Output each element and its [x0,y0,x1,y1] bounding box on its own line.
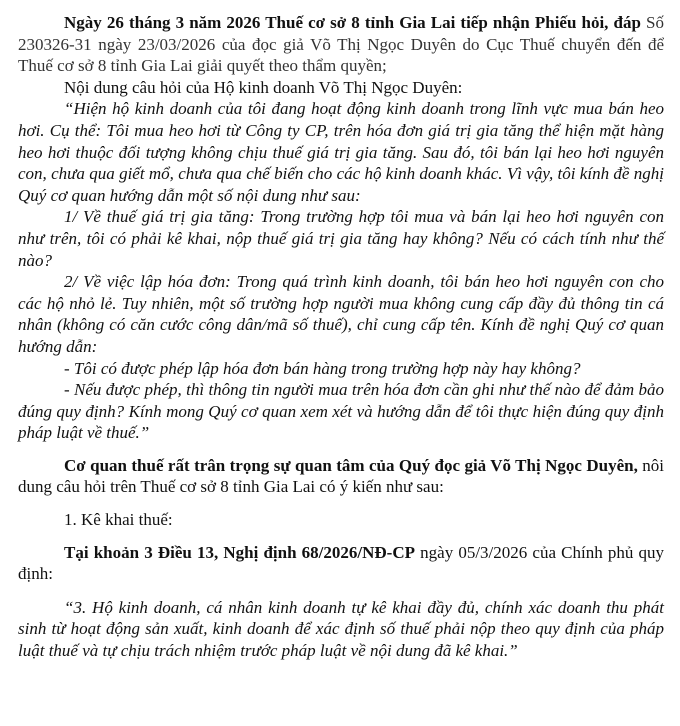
section-heading-1: 1. Kê khai thuế: [64,510,173,530]
answer-intro-text: nôi dung câu hỏi trên Thuế cơ sở 8 tỉnh Gia Lai có ý kiến như sau: [18,455,664,497]
legal-basis-bold: Tại khoản 3 Điều 13, Nghị định 68/2026/NĐ-CP [64,542,416,562]
question-paragraph-3: 2/ Về việc lập hóa đơn: Trong quá trình kinh doanh, tôi bán heo hơi nguyên con cho các hộ nhỏ lẻ. Tuy nhiên, một số trường hợp người mua không cung cấp đầy đủ thông tin cá nhân (không có căn cước công dân/mã số thuế), chỉ cung cấp tên. Kính đề nghị Quý cơ quan hướng dẫn: [18,272,664,356]
answer-intro-paragraph [18,455,664,498]
answer-intro-bold: Cơ quan thuế rất trân trọng sự quan tâm của Quý đọc giả Võ Thị Ngọc Duyên, [64,455,638,475]
legal-basis-text: ngày 05/3/2026 của Chính phủ quy định: [18,542,664,584]
question-bullet-1: - Tôi có được phép lập hóa đơn bán hàng trong trường hợp này hay không? [64,358,581,378]
intro-text: Số 230326-31 ngày 23/03/2026 của đọc giả Võ Thị Ngọc Duyên do Cục Thuế chuyển đến để Thuế cơ sở 8 tỉnh Gia Lai giải quyết theo thẩm quyền; [18,13,664,76]
question-heading: Nội dung câu hỏi của Hộ kinh doanh Võ Thị Ngọc Duyên: [64,77,463,97]
question-bullet-2: - Nếu được phép, thì thông tin người mua trên hóa đơn cần ghi như thế nào để đảm bảo đúng quy định? Kính mong Quý cơ quan xem xét và hướng dẫn để tôi thực hiện đúng quy định pháp luật về thuế.” [18,380,664,443]
legal-quote-paragraph: “3. Hộ kinh doanh, cá nhân kinh doanh tự kê khai đầy đủ, chính xác doanh thu phát sinh từ hoạt động sản xuất, kinh doanh để xác định số thuế phải nộp theo quy định của pháp luật thuế và tự chịu trách nhiệm trước pháp luật về nội dung đã kê khai.” [18,597,664,661]
intro-bold-text: Ngày 26 tháng 3 năm 2026 Thuế cơ sở 8 tỉnh Gia Lai tiếp nhận Phiếu hỏi, đáp [64,13,641,32]
question-paragraph-2: 1/ Về thuế giá trị gia tăng: Trong trường hợp tôi mua và bán lại heo hơi nguyên con như trên, tôi có phải kê khai, nộp thuế giá trị gia tăng hay không? Nếu có cách tính như thế nào? [18,207,664,270]
intro-paragraph [18,12,664,77]
legal-basis-paragraph [18,542,664,585]
question-paragraph-1: “Hiện hộ kinh doanh của tôi đang hoạt động kinh doanh trong lĩnh vực mua bán heo hơi. Cụ thể: Tôi mua heo hơi từ Công ty CP, trên hóa đơn giá trị gia tăng thể hiện mặt hàng heo hơi thuộc đối tượng không chịu thuế giá trị gia tăng. Sau đó, tôi bán lại heo hơi nguyên con, chưa qua giết mổ, chưa qua chế biến cho các hộ kinh doanh khác. Vì vậy, tôi kính đề nghị Quý cơ quan hướng dẫn một số nội dung như sau: [18,99,664,205]
